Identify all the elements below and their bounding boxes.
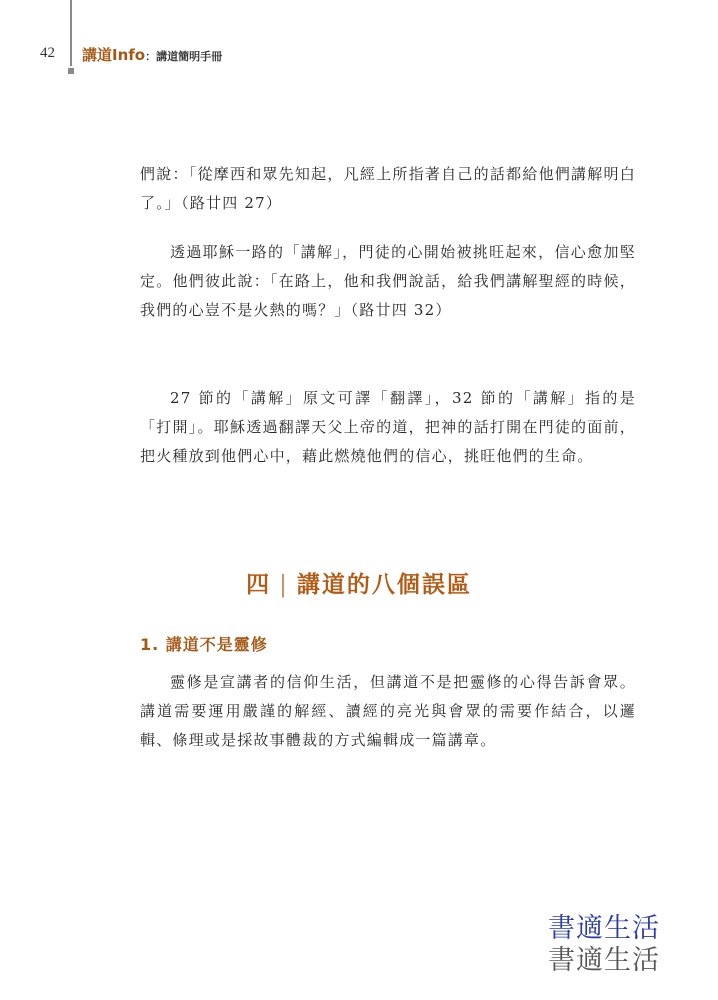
paragraph-3: 27 節的「講解」原文可譯「翻譯」，32 節的「講解」指的是「打開」。耶穌透過翻譯天父上帝的道，把神的話打開在門徒的面前，把火種放到他們心中，藉此燃燒他們的信心，挑旺他們的生命。 [140,389,636,465]
section-number: 四 [246,571,272,598]
section-title: 講道的八個誤區 [296,571,472,598]
running-head [82,44,222,65]
paragraph-1: 們說：「從摩西和眾先知起，凡經上所指著自己的話都給他們講解明白了。」（路廿四 27） [140,165,636,212]
paragraph-2: 透過耶穌一路的「講解」，門徒的心開始被挑旺起來，信心愈加堅定。他們彼此說：「在路上，他和我們說話，給我們講解聖經的時候，我們的心豈不是火熱的嗎？」（路廿四 32） [140,243,636,319]
watermark-line-2: 書適生活 [548,945,660,976]
margin-rule [70,0,72,66]
book-title: 講道Info [82,46,146,64]
margin-rule-end [68,68,74,74]
section-heading [0,566,718,599]
subsection-heading: 1. 講道不是靈修 [140,635,268,654]
subsection-paragraph: 靈修是宣講者的信仰生活，但講道不是把靈修的心得告訴會眾。講道需要運用嚴謹的解經、讀經的亮光與會眾的需要作結合，以邏輯、條理或是採故事體裁的方式編輯成一篇講章。 [140,673,636,749]
page-number: 42 [40,45,55,61]
running-head-separator: ： [145,50,157,63]
section-divider: | [279,572,289,598]
watermark-line-1: 書適生活 [548,913,660,944]
book-subtitle: 講道簡明手冊 [156,50,223,63]
